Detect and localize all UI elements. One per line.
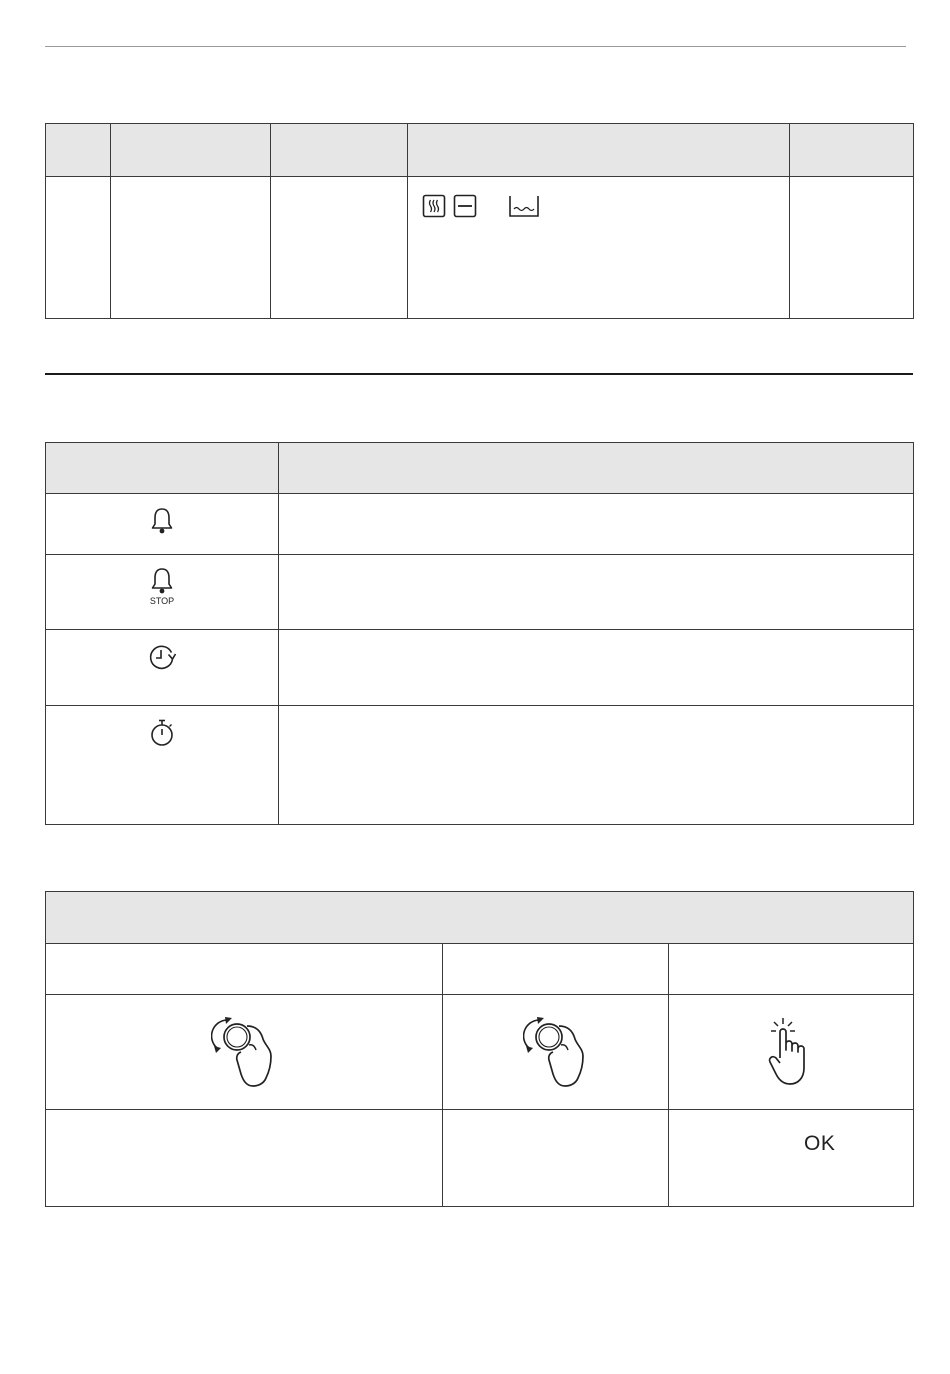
bell-stop-label: STOP — [149, 596, 175, 606]
column-header — [271, 124, 408, 177]
table-header-row — [46, 443, 914, 494]
clock-delay-icon — [147, 642, 177, 672]
table-row — [46, 177, 914, 319]
description-cell — [279, 555, 914, 630]
rotate-knob-icon — [523, 1012, 589, 1088]
icon-cell — [46, 995, 443, 1110]
column-header — [790, 124, 914, 177]
table-row — [46, 706, 914, 825]
table-cell — [790, 177, 914, 319]
table-header-row — [46, 124, 914, 177]
header-rule — [45, 46, 906, 47]
step-text-cell — [46, 1110, 443, 1207]
table-row — [46, 1110, 914, 1207]
section-rule — [45, 373, 913, 375]
ok-button-label: OK — [804, 1132, 836, 1155]
column-header — [111, 124, 271, 177]
table-row — [46, 944, 914, 995]
description-cell — [279, 630, 914, 706]
description-cell — [279, 706, 914, 825]
column-header — [279, 443, 914, 494]
step-header-cell — [46, 944, 443, 995]
step-text-cell — [669, 1110, 914, 1207]
icon-cell — [46, 706, 279, 825]
description-cell — [279, 494, 914, 555]
press-knob-icon — [764, 1016, 820, 1088]
water-tray-icon — [508, 194, 540, 218]
icon-cell — [46, 630, 279, 706]
table-row — [46, 555, 914, 630]
settings-table — [45, 123, 914, 319]
table-row — [46, 630, 914, 706]
step-header-cell — [443, 944, 669, 995]
rotate-knob-icon — [211, 1012, 277, 1088]
table-cell — [111, 177, 271, 319]
steam-heating-icon — [422, 194, 446, 218]
column-header — [46, 443, 279, 494]
step-text-cell — [443, 1110, 669, 1207]
table-cell — [46, 177, 111, 319]
icon-cell — [46, 494, 279, 555]
column-header — [46, 124, 111, 177]
icon-cell — [669, 995, 914, 1110]
icon-cell — [46, 555, 279, 630]
table-row — [46, 494, 914, 555]
table-header-row — [46, 892, 914, 944]
bell-icon — [149, 506, 175, 536]
icon-cell — [443, 995, 669, 1110]
bottom-heat-icon — [453, 194, 477, 218]
bell-stop-icon — [145, 567, 179, 607]
clock-functions-table — [45, 442, 914, 825]
control-steps-table — [45, 891, 914, 1207]
heating-function-cell — [408, 177, 790, 319]
step-header-cell — [669, 944, 914, 995]
table-row — [46, 995, 914, 1110]
stopwatch-icon — [147, 718, 177, 748]
table-cell — [271, 177, 408, 319]
table-title — [46, 892, 914, 944]
column-header — [408, 124, 790, 177]
